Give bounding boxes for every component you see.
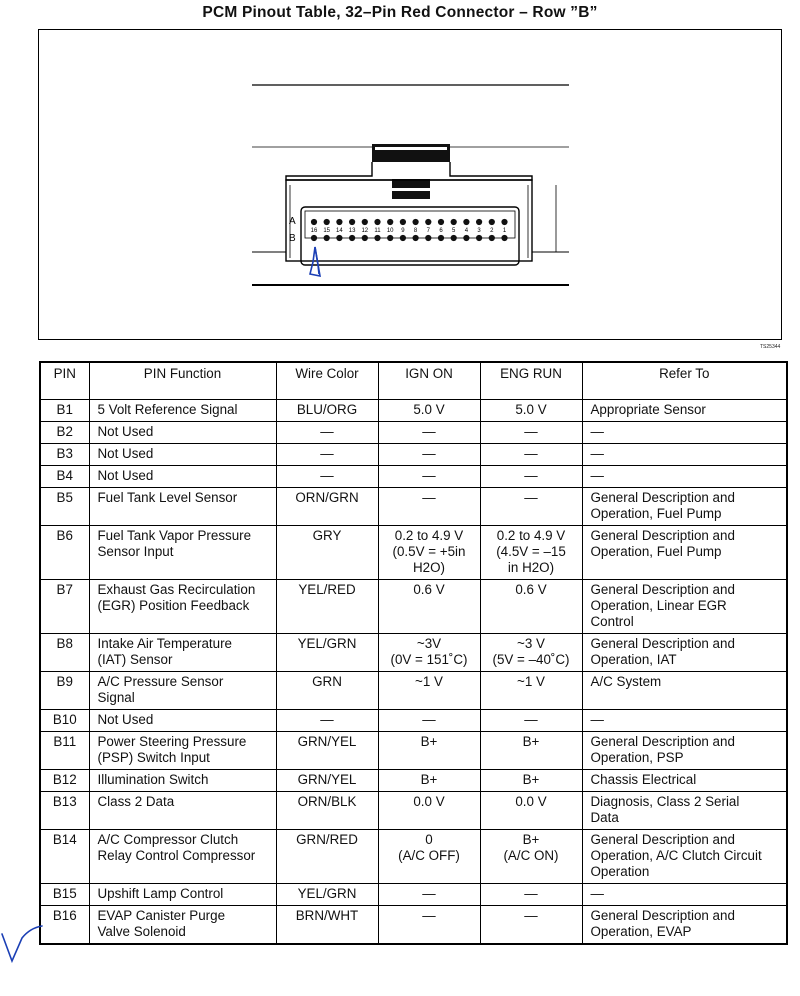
- refer-to-cell: General Description and Operation, A/C Clutch Circuit Operation: [582, 830, 787, 884]
- wire-color-cell: GRN/YEL: [276, 770, 378, 792]
- ign-on-cell: 0.0 V: [378, 792, 480, 830]
- wire-color-cell: YEL/GRN: [276, 634, 378, 672]
- wire-color-cell: YEL/RED: [276, 580, 378, 634]
- refer-to-cell: General Description and Operation, Linear EGR Control: [582, 580, 787, 634]
- pin-dot-row-a: [349, 219, 355, 225]
- eng-run-cell: 0.6 V: [480, 580, 582, 634]
- pin-dot-row-a: [489, 219, 495, 225]
- pin-dot-row-b: [438, 235, 444, 241]
- ign-on-cell: —: [378, 906, 480, 945]
- table-row: [40, 732, 787, 770]
- refer-to-cell: Chassis Electrical: [582, 770, 787, 792]
- pin-number-label: 10: [386, 228, 394, 234]
- pin-dot-row-b: [374, 235, 380, 241]
- pin-cell: B8: [40, 634, 89, 672]
- table-row: [40, 400, 787, 422]
- table-row: [40, 672, 787, 710]
- table-row: [40, 634, 787, 672]
- ign-on-cell: B+: [378, 732, 480, 770]
- refer-to-cell: A/C System: [582, 672, 787, 710]
- function-cell: Power Steering Pressure (PSP) Switch Input: [89, 732, 276, 770]
- pin-dot-row-a: [413, 219, 419, 225]
- pin-number-label: 5: [452, 228, 456, 234]
- wire-color-cell: GRN/RED: [276, 830, 378, 884]
- pin-number-label: 4: [464, 228, 469, 234]
- pin-dot-row-a: [374, 219, 380, 225]
- ign-on-cell: —: [378, 884, 480, 906]
- figure-code: TS25344: [760, 344, 781, 350]
- function-cell: A/C Compressor Clutch Relay Control Compressor: [89, 830, 276, 884]
- function-cell: Not Used: [89, 444, 276, 466]
- table-header-row: [40, 362, 787, 400]
- eng-run-cell: 0.2 to 4.9 V (4.5V = –15 in H2O): [480, 526, 582, 580]
- pin-dot-row-a: [425, 219, 431, 225]
- pin-dot-row-b: [413, 235, 419, 241]
- pin-cell: B10: [40, 710, 89, 732]
- ign-on-cell: —: [378, 710, 480, 732]
- pin-number-label: 13: [348, 228, 356, 234]
- table-row: [40, 792, 787, 830]
- wire-color-cell: —: [276, 444, 378, 466]
- pin-number-label: 7: [426, 228, 430, 234]
- pin-number-label: 12: [361, 228, 369, 234]
- pin-number-label: 15: [323, 228, 331, 234]
- eng-run-cell: B+ (A/C ON): [480, 830, 582, 884]
- refer-to-cell: Appropriate Sensor: [582, 400, 787, 422]
- refer-to-cell: —: [582, 444, 787, 466]
- pin-dot-row-a: [387, 219, 393, 225]
- header-wire-color: Wire Color: [276, 362, 378, 400]
- pin-cell: B11: [40, 732, 89, 770]
- refer-to-cell: General Description and Operation, IAT: [582, 634, 787, 672]
- wire-color-cell: YEL/GRN: [276, 884, 378, 906]
- pin-cell: B2: [40, 422, 89, 444]
- header-ign-on: IGN ON: [378, 362, 480, 400]
- table-row: [40, 884, 787, 906]
- function-cell: Fuel Tank Level Sensor: [89, 488, 276, 526]
- pin-cell: B16: [40, 906, 89, 945]
- pin-number-label: 2: [490, 228, 494, 234]
- table-row: [40, 526, 787, 580]
- pin-dot-row-a: [501, 219, 507, 225]
- function-cell: Fuel Tank Vapor Pressure Sensor Input: [89, 526, 276, 580]
- ign-on-cell: 0.6 V: [378, 580, 480, 634]
- table-row: [40, 488, 787, 526]
- pin-cell: B9: [40, 672, 89, 710]
- pin-dot-row-a: [336, 219, 342, 225]
- pin-number-label: 6: [439, 228, 443, 234]
- pin-dot-row-b: [311, 235, 317, 241]
- pin-dot-row-b: [501, 235, 507, 241]
- wire-color-cell: BLU/ORG: [276, 400, 378, 422]
- wire-color-cell: GRN: [276, 672, 378, 710]
- function-cell: Exhaust Gas Recirculation (EGR) Position Feedback: [89, 580, 276, 634]
- pin-dot-row-a: [400, 219, 406, 225]
- function-cell: Not Used: [89, 466, 276, 488]
- pin-number-label: 11: [374, 228, 381, 234]
- pin-cell: B13: [40, 792, 89, 830]
- wire-color-cell: ORN/BLK: [276, 792, 378, 830]
- ign-on-cell: —: [378, 488, 480, 526]
- pin-dot-row-a: [362, 219, 368, 225]
- refer-to-cell: Diagnosis, Class 2 Serial Data: [582, 792, 787, 830]
- pin-dot-row-b: [425, 235, 431, 241]
- pin-cell: B1: [40, 400, 89, 422]
- ign-on-cell: 0 (A/C OFF): [378, 830, 480, 884]
- pin-number-label: 1: [502, 228, 507, 234]
- refer-to-cell: General Description and Operation, Fuel Pump: [582, 488, 787, 526]
- function-cell: Not Used: [89, 422, 276, 444]
- pin-cell: B3: [40, 444, 89, 466]
- header-pin-function: PIN Function: [89, 362, 276, 400]
- function-cell: 5 Volt Reference Signal: [89, 400, 276, 422]
- pin-number-label: 3: [477, 228, 481, 234]
- table-row: [40, 422, 787, 444]
- pin-cell: B7: [40, 580, 89, 634]
- function-cell: Not Used: [89, 710, 276, 732]
- pin-dot-row-a: [451, 219, 457, 225]
- wire-color-cell: —: [276, 466, 378, 488]
- pin-dot-row-b: [349, 235, 355, 241]
- function-cell: Intake Air Temperature (IAT) Sensor: [89, 634, 276, 672]
- eng-run-cell: —: [480, 488, 582, 526]
- pin-dot-row-b: [400, 235, 406, 241]
- pin-dot-row-b: [451, 235, 457, 241]
- refer-to-cell: —: [582, 710, 787, 732]
- pin-dot-row-b: [489, 235, 495, 241]
- wire-color-cell: BRN/WHT: [276, 906, 378, 945]
- pin-number-label: 16: [310, 228, 318, 234]
- pin-dot-row-b: [463, 235, 469, 241]
- pin-cell: B4: [40, 466, 89, 488]
- pin-dot-row-b: [324, 235, 330, 241]
- connector-figure: [38, 29, 782, 340]
- function-cell: Class 2 Data: [89, 792, 276, 830]
- pin-cell: B12: [40, 770, 89, 792]
- refer-to-cell: —: [582, 884, 787, 906]
- ign-on-cell: ~3V (0V = 151˚C): [378, 634, 480, 672]
- wire-color-cell: —: [276, 422, 378, 444]
- pin-dot-row-b: [387, 235, 393, 241]
- pin-dot-row-a: [324, 219, 330, 225]
- table-row: [40, 770, 787, 792]
- pin-dot-row-a: [476, 219, 482, 225]
- pin-dot-row-b: [362, 235, 368, 241]
- wire-color-cell: GRN/YEL: [276, 732, 378, 770]
- refer-to-cell: —: [582, 422, 787, 444]
- wire-color-cell: —: [276, 710, 378, 732]
- pinout-table: [39, 361, 788, 945]
- eng-run-cell: —: [480, 466, 582, 488]
- header-eng-run: ENG RUN: [480, 362, 582, 400]
- ign-on-cell: —: [378, 444, 480, 466]
- row-label-a: A: [289, 216, 296, 227]
- eng-run-cell: —: [480, 422, 582, 444]
- connector-diagram: [39, 30, 781, 339]
- pin-cell: B6: [40, 526, 89, 580]
- ign-on-cell: 5.0 V: [378, 400, 480, 422]
- pin-cell: B5: [40, 488, 89, 526]
- refer-to-cell: General Description and Operation, EVAP: [582, 906, 787, 945]
- eng-run-cell: 5.0 V: [480, 400, 582, 422]
- pin-cell: B14: [40, 830, 89, 884]
- table-row: [40, 580, 787, 634]
- table-row: [40, 444, 787, 466]
- function-cell: Illumination Switch: [89, 770, 276, 792]
- eng-run-cell: —: [480, 906, 582, 945]
- refer-to-cell: General Description and Operation, PSP: [582, 732, 787, 770]
- pin-number-label: 9: [401, 228, 405, 234]
- table-row: [40, 466, 787, 488]
- header-refer-to: Refer To: [582, 362, 787, 400]
- eng-run-cell: —: [480, 710, 582, 732]
- wire-color-cell: GRY: [276, 526, 378, 580]
- pin-number-label: 8: [413, 228, 418, 234]
- ign-on-cell: —: [378, 422, 480, 444]
- pin-cell: B15: [40, 884, 89, 906]
- page-title: PCM Pinout Table, 32–Pin Red Connector – Row ”B”: [202, 4, 598, 21]
- function-cell: A/C Pressure Sensor Signal: [89, 672, 276, 710]
- eng-run-cell: —: [480, 444, 582, 466]
- header-pin: PIN: [40, 362, 89, 400]
- ign-on-cell: 0.2 to 4.9 V (0.5V = +5in H2O): [378, 526, 480, 580]
- table-row: [40, 906, 787, 945]
- row-label-b: B: [289, 233, 296, 244]
- pin-dot-row-b: [336, 235, 342, 241]
- function-cell: EVAP Canister Purge Valve Solenoid: [89, 906, 276, 945]
- eng-run-cell: ~1 V: [480, 672, 582, 710]
- eng-run-cell: B+: [480, 770, 582, 792]
- ign-on-cell: ~1 V: [378, 672, 480, 710]
- eng-run-cell: B+: [480, 732, 582, 770]
- eng-run-cell: 0.0 V: [480, 792, 582, 830]
- check-mark-icon: [0, 924, 44, 964]
- pin-dot-row-a: [463, 219, 469, 225]
- eng-run-cell: ~3 V (5V = –40˚C): [480, 634, 582, 672]
- table-row: [40, 710, 787, 732]
- ign-on-cell: B+: [378, 770, 480, 792]
- refer-to-cell: General Description and Operation, Fuel Pump: [582, 526, 787, 580]
- table-row: [40, 830, 787, 884]
- pin-number-label: 14: [336, 228, 343, 234]
- eng-run-cell: —: [480, 884, 582, 906]
- ign-on-cell: —: [378, 466, 480, 488]
- pin-dot-row-a: [438, 219, 444, 225]
- pin-dot-row-a: [311, 219, 317, 225]
- refer-to-cell: —: [582, 466, 787, 488]
- function-cell: Upshift Lamp Control: [89, 884, 276, 906]
- wire-color-cell: ORN/GRN: [276, 488, 378, 526]
- pin-dot-row-b: [476, 235, 482, 241]
